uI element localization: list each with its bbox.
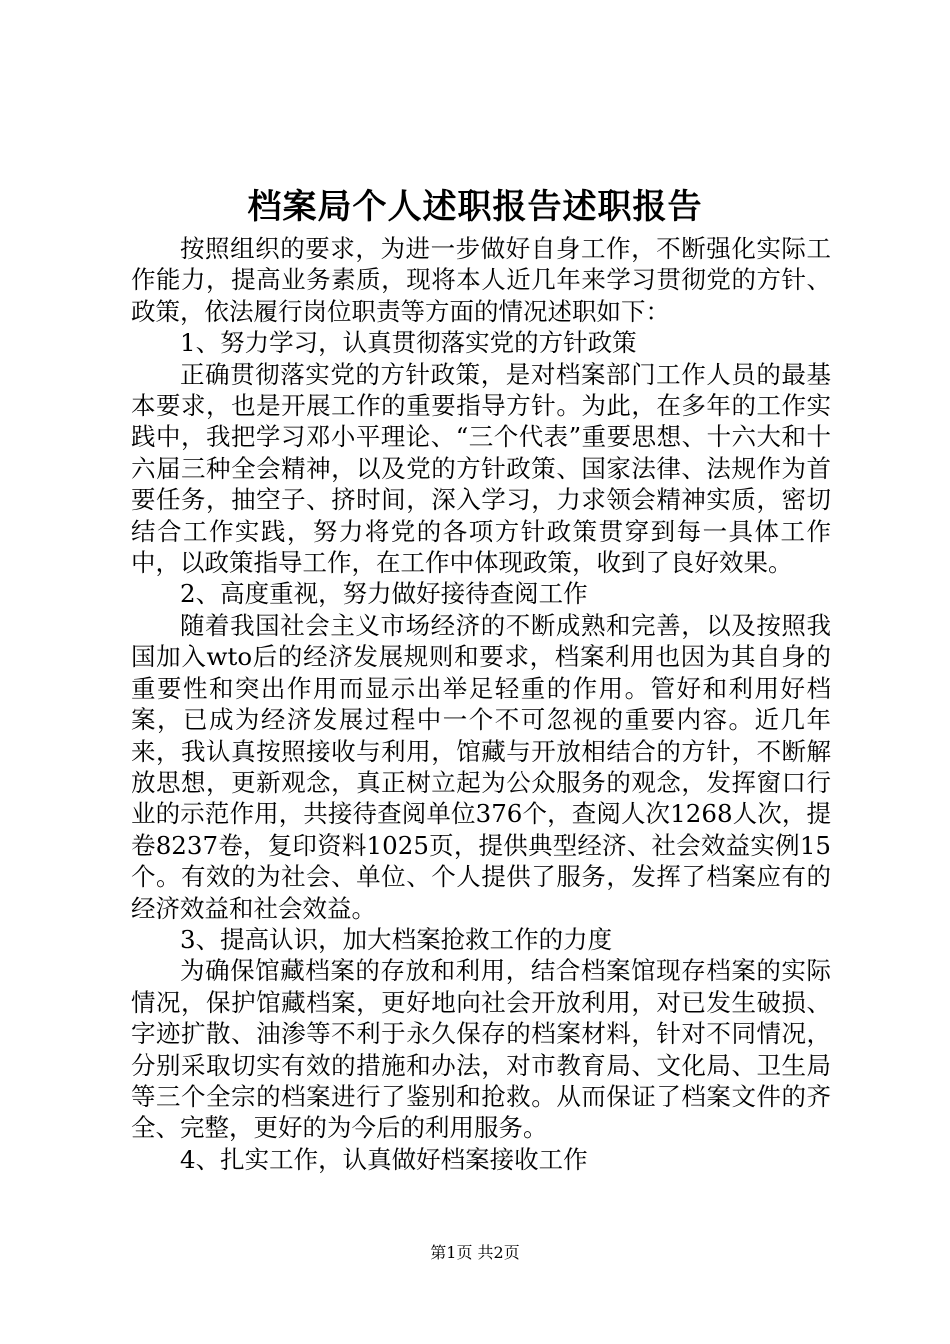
- section-body-3: 为确保馆藏档案的存放和利用，结合档案馆现存档案的实际情况，保护馆藏档案，更好地向社会开放利用，对已发生破损、字迹扩散、油渗等不利于永久保存的档案材料，针对不同情况，分别采取切实有效的措施和办法，对市教育局、文化局、卫生局等三个全宗的档案进行了鉴别和抢救。从而保证了档案文件的齐全、完整，更好的为今后的利用服务。: [131, 956, 831, 1143]
- section-heading-1: 1、努力学习，认真贯彻落实党的方针政策: [180, 328, 637, 358]
- section-body-2: 随着我国社会主义市场经济的不断成熟和完善，以及按照我国加入wto后的经济发展规则和要求，档案利用也因为其自身的重要性和突出作用而显示出举足轻重的作用。管好和利用好档案，已成为经济发展过程中一个不可忽视的重要内容。近几年来，我认真按照接收与利用，馆藏与开放相结合的方针，不断解放思想，更新观念，真正树立起为公众服务的观念，发挥窗口行业的示范作用，共接待查阅单位376个，查阅人次1268人次，提卷8237卷，复印资料1025页，提供典型经济、社会效益实例15个。有效的为社会、单位、个人提供了服务，发挥了档案应有的经济效益和社会效益。: [131, 610, 831, 923]
- page-number-footer: 第1页 共2页: [430, 1243, 520, 1262]
- document-body: [131, 233, 831, 1175]
- document-title: 档案局个人述职报告述职报告: [247, 187, 703, 227]
- section-heading-2: 2、高度重视，努力做好接待查阅工作: [180, 579, 588, 609]
- section-body-1: 正确贯彻落实党的方针政策，是对档案部门工作人员的最基本要求，也是开展工作的重要指导方针。为此，在多年的工作实践中，我把学习邓小平理论、“三个代表”重要思想、十六大和十六届三种全会精神，以及党的方针政策、国家法律、法规作为首要任务，抽空子、挤时间，深入学习，力求领会精神实质，密切结合工作实践，努力将党的各项方针政策贯穿到每一具体工作中，以政策指导工作，在工作中体现政策，收到了良好效果。: [131, 359, 831, 578]
- section-heading-4: 4、扎实工作，认真做好档案接收工作: [180, 1144, 588, 1174]
- intro-paragraph: 按照组织的要求，为进一步做好自身工作，不断强化实际工作能力，提高业务素质，现将本人近几年来学习贯彻党的方针、政策，依法履行岗位职责等方面的情况述职如下：: [131, 234, 831, 326]
- section-heading-3: 3、提高认识，加大档案抢救工作的力度: [180, 924, 613, 954]
